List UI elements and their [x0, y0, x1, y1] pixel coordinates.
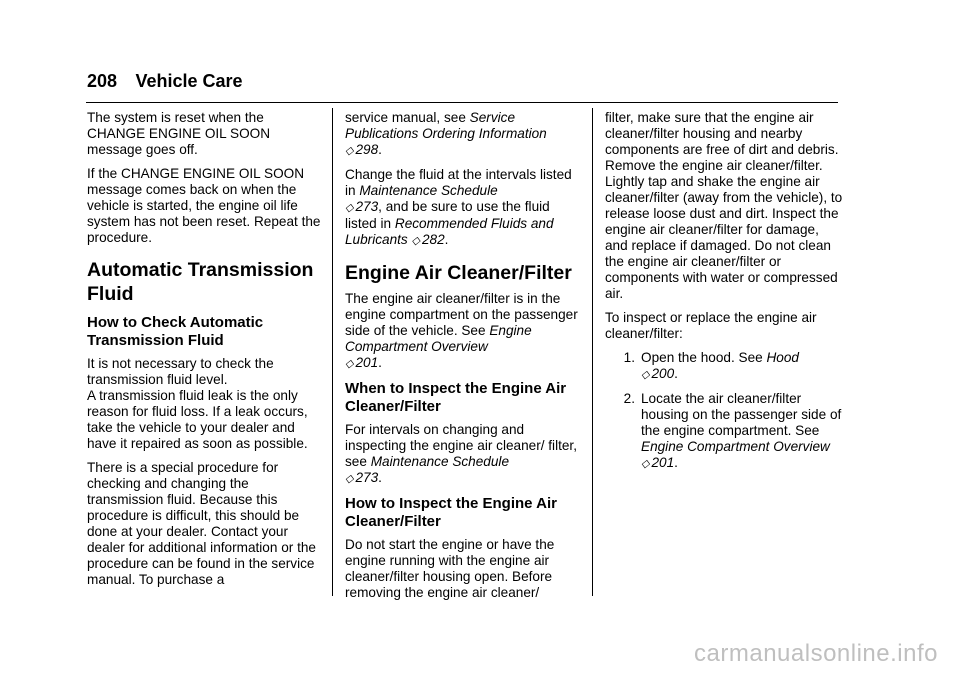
list-item: 2. Locate the air cleaner/filter housing on the passenger side of the engine compartment. See Engine Compartment Overview ◇ 201.	[605, 391, 843, 472]
paragraph: The system is reset when the CHANGE ENGINE OIL SOON message goes off.	[87, 110, 271, 157]
paragraph: service manual, see Service Publications Ordering Information ◇ 298.	[345, 110, 547, 157]
section-heading-engine-air: Engine Air Cleaner/Filter	[345, 262, 572, 284]
page-reference[interactable]: ◇ 273	[345, 470, 379, 485]
cross-reference-link[interactable]: Maintenance Schedule	[359, 183, 498, 198]
page-header	[87, 71, 243, 99]
column-divider	[332, 108, 333, 596]
page-number: 208	[87, 71, 118, 91]
step-number: 2.	[623, 391, 635, 406]
cross-reference-link[interactable]: Recommended Fluids and Lubricants	[345, 216, 554, 247]
list-item: 1. Open the hood. See Hood ◇ 200.	[605, 350, 843, 383]
page-reference[interactable]: ◇ 201	[641, 455, 675, 470]
section-title: Vehicle Care	[135, 71, 243, 91]
reference-arrow-icon: ◇	[345, 202, 354, 214]
cross-reference-link[interactable]: Engine Compartment Overview	[345, 323, 532, 354]
subheading-when-inspect: When to Inspect the Engine Air Cleaner/Filter	[345, 380, 567, 415]
paragraph: It is not necessary to check the transmission fluid level.	[87, 356, 274, 387]
cross-reference-link[interactable]: Service Publications Ordering Information	[345, 110, 547, 141]
page-reference[interactable]: ◇ 282	[411, 232, 445, 247]
cross-reference-link[interactable]: Maintenance Schedule	[370, 454, 510, 469]
paragraph: If the CHANGE ENGINE OIL SOON message comes back on when the vehicle is started, the engine oil life system has not been reset. Repeat the procedure.	[87, 166, 321, 245]
paragraph: filter, make sure that the engine air cleaner/filter housing and nearby components are free of dirt and debris. Remove the engine air cleaner/filter. Lightly tap and shake the engine air cleaner/filter (away from the vehicle), to release loose dust and dirt. Inspect the engine air cleaner/filter for damage, and replace if damaged. Do not clean the engine air cleaner/filter or components with water or compressed air.	[605, 110, 843, 301]
paragraph: The engine air cleaner/filter is in the engine compartment on the passenger side of the vehicle. See Engine Compartment Overview ◇ 201.	[345, 291, 578, 370]
paragraph: For intervals on changing and inspecting the engine air cleaner/ filter, see Maintenance Schedule ◇ 273.	[345, 422, 577, 485]
page-reference[interactable]: ◇ 273	[345, 199, 379, 214]
reference-arrow-icon: ◇	[641, 369, 650, 381]
reference-arrow-icon: ◇	[411, 235, 420, 247]
column-3	[605, 110, 843, 480]
paragraph: Change the fluid at the intervals listed in Maintenance Schedule ◇ 273, and be sure to use the fluid listed in Recommended Fluids and Lubricants ◇ 282.	[345, 167, 572, 247]
section-heading-atf: Automatic Transmission Fluid	[87, 259, 314, 305]
page-reference[interactable]: ◇ 298	[345, 142, 379, 157]
reference-arrow-icon: ◇	[345, 145, 354, 157]
step-number: 1.	[623, 350, 635, 365]
header-rule	[86, 102, 838, 103]
page-reference[interactable]: ◇ 201	[345, 355, 379, 370]
reference-arrow-icon: ◇	[641, 458, 650, 470]
paragraph: There is a special procedure for checking and changing the transmission fluid. Because this procedure is difficult, this should be done at your dealer. Contact your dealer for additional information or the procedure can be found in the service manual. To purchase a	[87, 460, 316, 587]
cross-reference-link[interactable]: Engine Compartment Overview	[641, 439, 830, 454]
page-reference[interactable]: ◇ 200	[641, 366, 675, 381]
column-divider	[592, 108, 593, 596]
paragraph: A transmission fluid leak is the only reason for fluid loss. If a leak occurs, take the vehicle to your dealer and have it repaired as soon as possible.	[87, 388, 308, 451]
paragraph: To inspect or replace the engine air cleaner/filter:	[605, 310, 817, 341]
paragraph: Do not start the engine or have the engine running with the engine air cleaner/filter housing open. Before removing the engine air cleaner/	[345, 537, 555, 600]
subheading-how-inspect: How to Inspect the Engine Air Cleaner/Filter	[345, 495, 557, 530]
cross-reference-link[interactable]: Hood	[766, 350, 799, 365]
subheading-check-atf: How to Check Automatic Transmission Fluid	[87, 314, 264, 349]
watermark: carmanualsonline.info	[694, 640, 938, 667]
column-1	[87, 110, 325, 596]
reference-arrow-icon: ◇	[345, 358, 354, 370]
column-2	[345, 110, 583, 609]
reference-arrow-icon: ◇	[345, 473, 354, 485]
